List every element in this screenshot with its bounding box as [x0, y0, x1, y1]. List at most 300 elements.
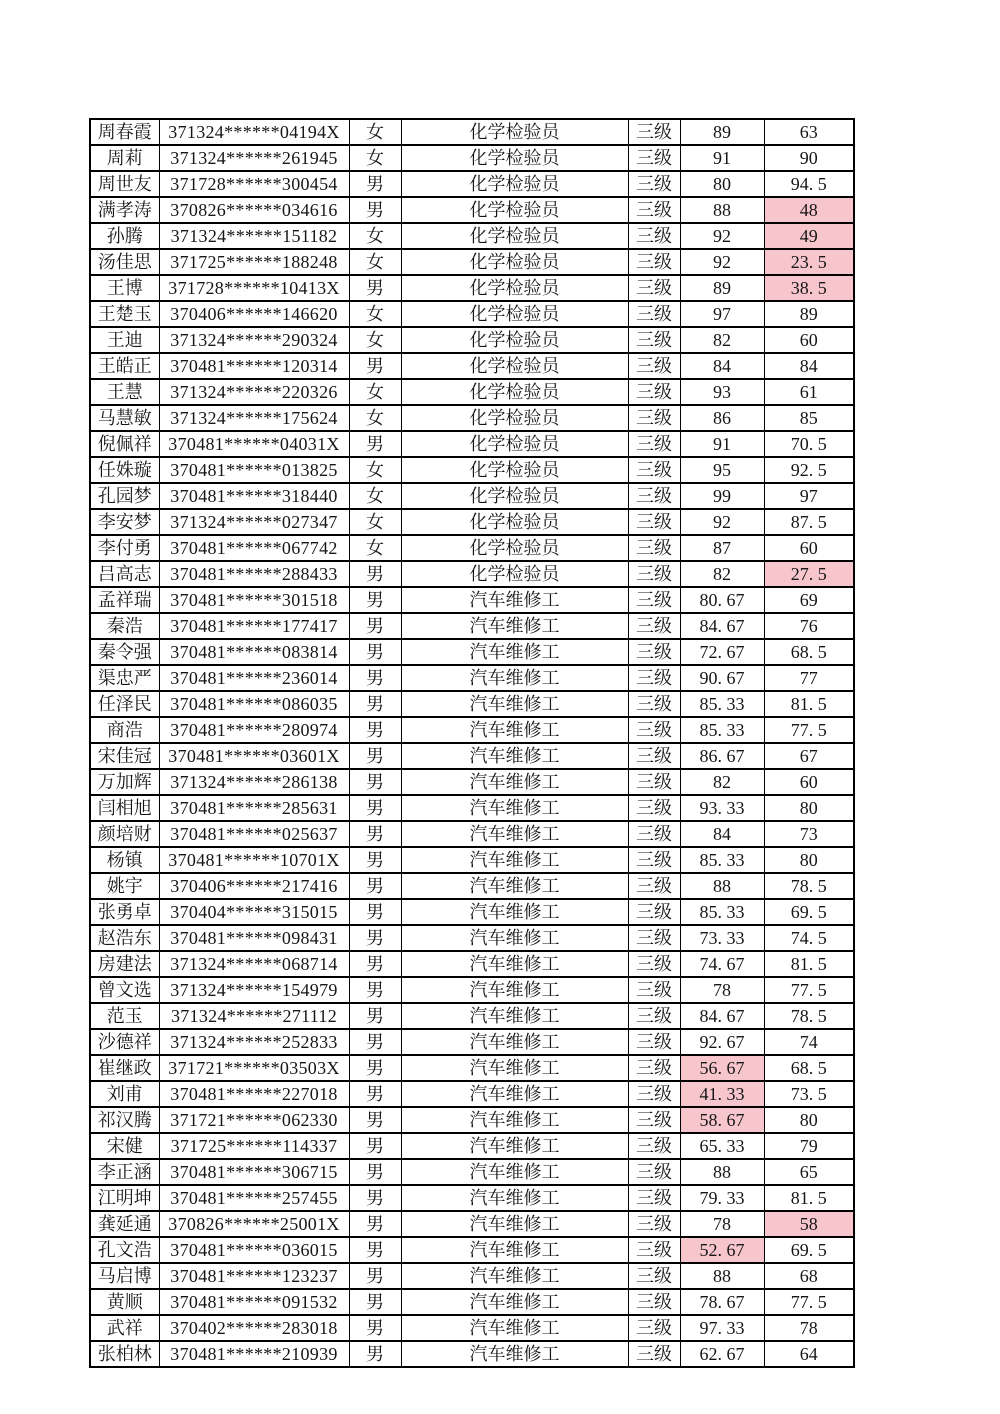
cell-score2: 61 [764, 379, 854, 405]
cell-name: 周世友 [90, 171, 159, 197]
cell-id: 370481******236014 [159, 665, 349, 691]
cell-name: 张柏林 [90, 1341, 159, 1367]
cell-id: 370481******280974 [159, 717, 349, 743]
table-row [90, 1003, 854, 1029]
cell-level: 三级 [628, 509, 680, 535]
table-row [90, 457, 854, 483]
table-row [90, 483, 854, 509]
table-row [90, 223, 854, 249]
cell-occupation: 汽车维修工 [401, 769, 628, 795]
table-row [90, 509, 854, 535]
cell-score2: 89 [764, 301, 854, 327]
cell-occupation: 化学检验员 [401, 509, 628, 535]
table-row [90, 353, 854, 379]
cell-score1: 78 [680, 1211, 764, 1237]
cell-occupation: 化学检验员 [401, 535, 628, 561]
cell-score2: 27. 5 [764, 561, 854, 587]
cell-gender: 男 [349, 1003, 401, 1029]
cell-occupation: 汽车维修工 [401, 613, 628, 639]
cell-occupation: 汽车维修工 [401, 873, 628, 899]
cell-name: 张勇卓 [90, 899, 159, 925]
cell-gender: 男 [349, 795, 401, 821]
cell-occupation: 汽车维修工 [401, 977, 628, 1003]
cell-id: 371324******290324 [159, 327, 349, 353]
cell-score2: 74 [764, 1029, 854, 1055]
table-row [90, 587, 854, 613]
cell-level: 三级 [628, 1159, 680, 1185]
cell-id: 371725******114337 [159, 1133, 349, 1159]
table-row [90, 1315, 854, 1341]
cell-score2: 23. 5 [764, 249, 854, 275]
cell-gender: 女 [349, 405, 401, 431]
cell-score2: 97 [764, 483, 854, 509]
cell-score1: 41. 33 [680, 1081, 764, 1107]
cell-id: 370481******120314 [159, 353, 349, 379]
cell-score1: 58. 67 [680, 1107, 764, 1133]
cell-occupation: 汽车维修工 [401, 665, 628, 691]
cell-level: 三级 [628, 587, 680, 613]
cell-score2: 78. 5 [764, 873, 854, 899]
cell-level: 三级 [628, 847, 680, 873]
cell-name: 刘甫 [90, 1081, 159, 1107]
cell-id: 370481******288433 [159, 561, 349, 587]
cell-gender: 女 [349, 535, 401, 561]
table-row [90, 1029, 854, 1055]
cell-occupation: 汽车维修工 [401, 1055, 628, 1081]
table-row [90, 301, 854, 327]
cell-score1: 52. 67 [680, 1237, 764, 1263]
cell-score2: 90 [764, 145, 854, 171]
cell-score2: 81. 5 [764, 1185, 854, 1211]
cell-occupation: 汽车维修工 [401, 1029, 628, 1055]
cell-level: 三级 [628, 379, 680, 405]
cell-id: 371324******286138 [159, 769, 349, 795]
cell-name: 王博 [90, 275, 159, 301]
cell-score2: 58 [764, 1211, 854, 1237]
cell-score1: 82 [680, 561, 764, 587]
cell-gender: 女 [349, 379, 401, 405]
cell-name: 李安梦 [90, 509, 159, 535]
cell-id: 371324******252833 [159, 1029, 349, 1055]
cell-level: 三级 [628, 769, 680, 795]
cell-name: 孔园梦 [90, 483, 159, 509]
cell-id: 370481******03601X [159, 743, 349, 769]
cell-name: 沙德祥 [90, 1029, 159, 1055]
cell-score2: 79 [764, 1133, 854, 1159]
cell-score2: 65 [764, 1159, 854, 1185]
cell-score1: 91 [680, 431, 764, 457]
cell-occupation: 化学检验员 [401, 405, 628, 431]
cell-occupation: 汽车维修工 [401, 1341, 628, 1367]
cell-id: 371324******151182 [159, 223, 349, 249]
cell-occupation: 汽车维修工 [401, 925, 628, 951]
cell-occupation: 汽车维修工 [401, 1081, 628, 1107]
cell-occupation: 化学检验员 [401, 301, 628, 327]
cell-name: 颜培财 [90, 821, 159, 847]
cell-id: 370481******306715 [159, 1159, 349, 1185]
cell-name: 吕高志 [90, 561, 159, 587]
cell-gender: 男 [349, 1315, 401, 1341]
cell-level: 三级 [628, 301, 680, 327]
cell-occupation: 化学检验员 [401, 379, 628, 405]
cell-gender: 男 [349, 847, 401, 873]
cell-gender: 男 [349, 561, 401, 587]
cell-score1: 65. 33 [680, 1133, 764, 1159]
cell-score1: 87 [680, 535, 764, 561]
cell-level: 三级 [628, 1133, 680, 1159]
cell-score1: 85. 33 [680, 691, 764, 717]
cell-id: 371324******154979 [159, 977, 349, 1003]
table-row [90, 899, 854, 925]
cell-occupation: 汽车维修工 [401, 795, 628, 821]
cell-id: 371725******188248 [159, 249, 349, 275]
cell-level: 三级 [628, 1055, 680, 1081]
cell-score2: 68. 5 [764, 1055, 854, 1081]
cell-level: 三级 [628, 691, 680, 717]
cell-score1: 93 [680, 379, 764, 405]
cell-name: 马启博 [90, 1263, 159, 1289]
cell-score2: 68 [764, 1263, 854, 1289]
cell-id: 370481******301518 [159, 587, 349, 613]
cell-level: 三级 [628, 327, 680, 353]
cell-level: 三级 [628, 197, 680, 223]
cell-score1: 88 [680, 1159, 764, 1185]
cell-gender: 女 [349, 457, 401, 483]
cell-level: 三级 [628, 1263, 680, 1289]
cell-name: 秦令强 [90, 639, 159, 665]
cell-id: 370826******034616 [159, 197, 349, 223]
cell-name: 江明坤 [90, 1185, 159, 1211]
cell-id: 371721******062330 [159, 1107, 349, 1133]
cell-score1: 85. 33 [680, 899, 764, 925]
cell-name: 周春霞 [90, 119, 159, 145]
cell-gender: 男 [349, 275, 401, 301]
cell-level: 三级 [628, 821, 680, 847]
cell-occupation: 化学检验员 [401, 457, 628, 483]
cell-gender: 男 [349, 1133, 401, 1159]
cell-score1: 93. 33 [680, 795, 764, 821]
cell-occupation: 汽车维修工 [401, 691, 628, 717]
cell-id: 371324******220326 [159, 379, 349, 405]
cell-name: 孙腾 [90, 223, 159, 249]
cell-score1: 97 [680, 301, 764, 327]
cell-score1: 85. 33 [680, 717, 764, 743]
cell-name: 闫相旭 [90, 795, 159, 821]
cell-occupation: 化学检验员 [401, 483, 628, 509]
cell-gender: 男 [349, 691, 401, 717]
cell-occupation: 汽车维修工 [401, 1289, 628, 1315]
cell-occupation: 汽车维修工 [401, 1107, 628, 1133]
cell-score1: 80. 67 [680, 587, 764, 613]
cell-gender: 男 [349, 951, 401, 977]
table-row [90, 769, 854, 795]
cell-score1: 86 [680, 405, 764, 431]
cell-occupation: 化学检验员 [401, 145, 628, 171]
cell-id: 371324******027347 [159, 509, 349, 535]
cell-gender: 女 [349, 119, 401, 145]
table-row [90, 795, 854, 821]
cell-gender: 男 [349, 613, 401, 639]
cell-id: 370481******04031X [159, 431, 349, 457]
cell-score1: 88 [680, 873, 764, 899]
cell-level: 三级 [628, 561, 680, 587]
cell-level: 三级 [628, 457, 680, 483]
cell-score1: 56. 67 [680, 1055, 764, 1081]
cell-score2: 85 [764, 405, 854, 431]
cell-name: 宋健 [90, 1133, 159, 1159]
cell-id: 370481******318440 [159, 483, 349, 509]
cell-gender: 男 [349, 899, 401, 925]
cell-gender: 男 [349, 743, 401, 769]
cell-score2: 87. 5 [764, 509, 854, 535]
cell-name: 周莉 [90, 145, 159, 171]
table-row [90, 665, 854, 691]
cell-gender: 男 [349, 639, 401, 665]
cell-score1: 91 [680, 145, 764, 171]
cell-name: 倪佩祥 [90, 431, 159, 457]
cell-level: 三级 [628, 1185, 680, 1211]
cell-score1: 84 [680, 353, 764, 379]
cell-occupation: 汽车维修工 [401, 717, 628, 743]
table-row [90, 1055, 854, 1081]
cell-gender: 男 [349, 769, 401, 795]
cell-id: 371728******10413X [159, 275, 349, 301]
cell-id: 371324******271112 [159, 1003, 349, 1029]
cell-gender: 男 [349, 197, 401, 223]
cell-name: 范玉 [90, 1003, 159, 1029]
table-row [90, 119, 854, 145]
table-row [90, 145, 854, 171]
cell-name: 万加辉 [90, 769, 159, 795]
table-row [90, 561, 854, 587]
cell-score1: 89 [680, 119, 764, 145]
cell-score2: 69 [764, 587, 854, 613]
cell-gender: 男 [349, 353, 401, 379]
cell-name: 龚延通 [90, 1211, 159, 1237]
cell-score1: 72. 67 [680, 639, 764, 665]
cell-score2: 69. 5 [764, 1237, 854, 1263]
cell-gender: 女 [349, 249, 401, 275]
cell-id: 370481******123237 [159, 1263, 349, 1289]
table-row [90, 431, 854, 457]
cell-level: 三级 [628, 1211, 680, 1237]
cell-score2: 60 [764, 769, 854, 795]
cell-occupation: 化学检验员 [401, 249, 628, 275]
cell-score2: 60 [764, 535, 854, 561]
cell-score1: 92 [680, 509, 764, 535]
table-row [90, 925, 854, 951]
cell-id: 370481******025637 [159, 821, 349, 847]
cell-score2: 81. 5 [764, 691, 854, 717]
cell-score2: 48 [764, 197, 854, 223]
table-row [90, 1185, 854, 1211]
cell-score1: 92 [680, 223, 764, 249]
cell-name: 祁汉腾 [90, 1107, 159, 1133]
cell-occupation: 化学检验员 [401, 327, 628, 353]
cell-level: 三级 [628, 249, 680, 275]
cell-level: 三级 [628, 1237, 680, 1263]
cell-score1: 78. 67 [680, 1289, 764, 1315]
cell-id: 370404******315015 [159, 899, 349, 925]
cell-gender: 男 [349, 587, 401, 613]
cell-score1: 90. 67 [680, 665, 764, 691]
table-row [90, 873, 854, 899]
cell-gender: 女 [349, 327, 401, 353]
cell-score2: 77. 5 [764, 977, 854, 1003]
cell-name: 黄顺 [90, 1289, 159, 1315]
table-row [90, 639, 854, 665]
cell-score1: 88 [680, 197, 764, 223]
cell-occupation: 汽车维修工 [401, 743, 628, 769]
table-row [90, 717, 854, 743]
cell-gender: 男 [349, 873, 401, 899]
cell-gender: 男 [349, 1211, 401, 1237]
cell-level: 三级 [628, 275, 680, 301]
cell-score2: 73. 5 [764, 1081, 854, 1107]
cell-gender: 女 [349, 301, 401, 327]
cell-name: 李正涵 [90, 1159, 159, 1185]
table-row [90, 743, 854, 769]
cell-name: 宋佳冠 [90, 743, 159, 769]
cell-id: 370481******10701X [159, 847, 349, 873]
table-row [90, 847, 854, 873]
cell-score1: 74. 67 [680, 951, 764, 977]
cell-name: 崔继政 [90, 1055, 159, 1081]
cell-score1: 86. 67 [680, 743, 764, 769]
cell-level: 三级 [628, 483, 680, 509]
cell-level: 三级 [628, 977, 680, 1003]
cell-occupation: 汽车维修工 [401, 1159, 628, 1185]
table-row [90, 1159, 854, 1185]
cell-score1: 73. 33 [680, 925, 764, 951]
cell-score2: 92. 5 [764, 457, 854, 483]
cell-id: 370402******283018 [159, 1315, 349, 1341]
cell-occupation: 化学检验员 [401, 119, 628, 145]
table-row [90, 1081, 854, 1107]
table-row [90, 977, 854, 1003]
cell-occupation: 汽车维修工 [401, 951, 628, 977]
cell-score1: 82 [680, 769, 764, 795]
cell-gender: 男 [349, 977, 401, 1003]
cell-gender: 男 [349, 431, 401, 457]
cell-id: 370481******227018 [159, 1081, 349, 1107]
cell-level: 三级 [628, 1081, 680, 1107]
cell-occupation: 汽车维修工 [401, 1211, 628, 1237]
table-row [90, 1263, 854, 1289]
cell-level: 三级 [628, 1029, 680, 1055]
table-row [90, 1107, 854, 1133]
cell-level: 三级 [628, 795, 680, 821]
cell-score2: 38. 5 [764, 275, 854, 301]
cell-id: 371324******175624 [159, 405, 349, 431]
cell-gender: 男 [349, 1107, 401, 1133]
table-row [90, 1289, 854, 1315]
cell-level: 三级 [628, 1315, 680, 1341]
cell-occupation: 化学检验员 [401, 223, 628, 249]
cell-gender: 男 [349, 171, 401, 197]
cell-name: 王皓正 [90, 353, 159, 379]
cell-score2: 60 [764, 327, 854, 353]
cell-score1: 84. 67 [680, 1003, 764, 1029]
cell-occupation: 汽车维修工 [401, 847, 628, 873]
cell-score2: 67 [764, 743, 854, 769]
cell-score1: 79. 33 [680, 1185, 764, 1211]
cell-level: 三级 [628, 405, 680, 431]
cell-occupation: 化学检验员 [401, 561, 628, 587]
cell-gender: 男 [349, 1237, 401, 1263]
cell-score2: 94. 5 [764, 171, 854, 197]
cell-level: 三级 [628, 535, 680, 561]
cell-level: 三级 [628, 639, 680, 665]
cell-occupation: 汽车维修工 [401, 1315, 628, 1341]
cell-score1: 92 [680, 249, 764, 275]
cell-id: 370481******036015 [159, 1237, 349, 1263]
cell-gender: 男 [349, 1029, 401, 1055]
cell-occupation: 化学检验员 [401, 197, 628, 223]
table-row [90, 379, 854, 405]
cell-gender: 男 [349, 1185, 401, 1211]
cell-name: 武祥 [90, 1315, 159, 1341]
table-row [90, 1341, 854, 1367]
cell-name: 任姝璇 [90, 457, 159, 483]
cell-occupation: 化学检验员 [401, 353, 628, 379]
cell-score2: 49 [764, 223, 854, 249]
cell-name: 姚宇 [90, 873, 159, 899]
cell-score2: 78. 5 [764, 1003, 854, 1029]
cell-occupation: 化学检验员 [401, 171, 628, 197]
cell-level: 三级 [628, 223, 680, 249]
cell-id: 370481******091532 [159, 1289, 349, 1315]
cell-level: 三级 [628, 1289, 680, 1315]
cell-score2: 74. 5 [764, 925, 854, 951]
cell-score2: 84 [764, 353, 854, 379]
cell-id: 370481******285631 [159, 795, 349, 821]
cell-id: 370481******098431 [159, 925, 349, 951]
cell-level: 三级 [628, 431, 680, 457]
cell-gender: 男 [349, 925, 401, 951]
cell-level: 三级 [628, 873, 680, 899]
cell-level: 三级 [628, 743, 680, 769]
cell-name: 渠忠严 [90, 665, 159, 691]
results-table [89, 118, 855, 1368]
cell-name: 王楚玉 [90, 301, 159, 327]
cell-name: 杨镇 [90, 847, 159, 873]
cell-gender: 男 [349, 1289, 401, 1315]
table-row [90, 249, 854, 275]
cell-score1: 95 [680, 457, 764, 483]
table-row [90, 171, 854, 197]
table-row [90, 535, 854, 561]
cell-score1: 84. 67 [680, 613, 764, 639]
cell-id: 370406******217416 [159, 873, 349, 899]
cell-gender: 女 [349, 223, 401, 249]
cell-level: 三级 [628, 717, 680, 743]
cell-level: 三级 [628, 925, 680, 951]
cell-score2: 63 [764, 119, 854, 145]
cell-score2: 70. 5 [764, 431, 854, 457]
cell-id: 370406******146620 [159, 301, 349, 327]
results-table-body [90, 119, 854, 1367]
cell-level: 三级 [628, 1003, 680, 1029]
cell-gender: 男 [349, 1081, 401, 1107]
cell-score1: 80 [680, 171, 764, 197]
cell-gender: 女 [349, 145, 401, 171]
table-row [90, 613, 854, 639]
cell-occupation: 汽车维修工 [401, 1237, 628, 1263]
cell-level: 三级 [628, 899, 680, 925]
cell-score2: 81. 5 [764, 951, 854, 977]
cell-id: 371324******068714 [159, 951, 349, 977]
